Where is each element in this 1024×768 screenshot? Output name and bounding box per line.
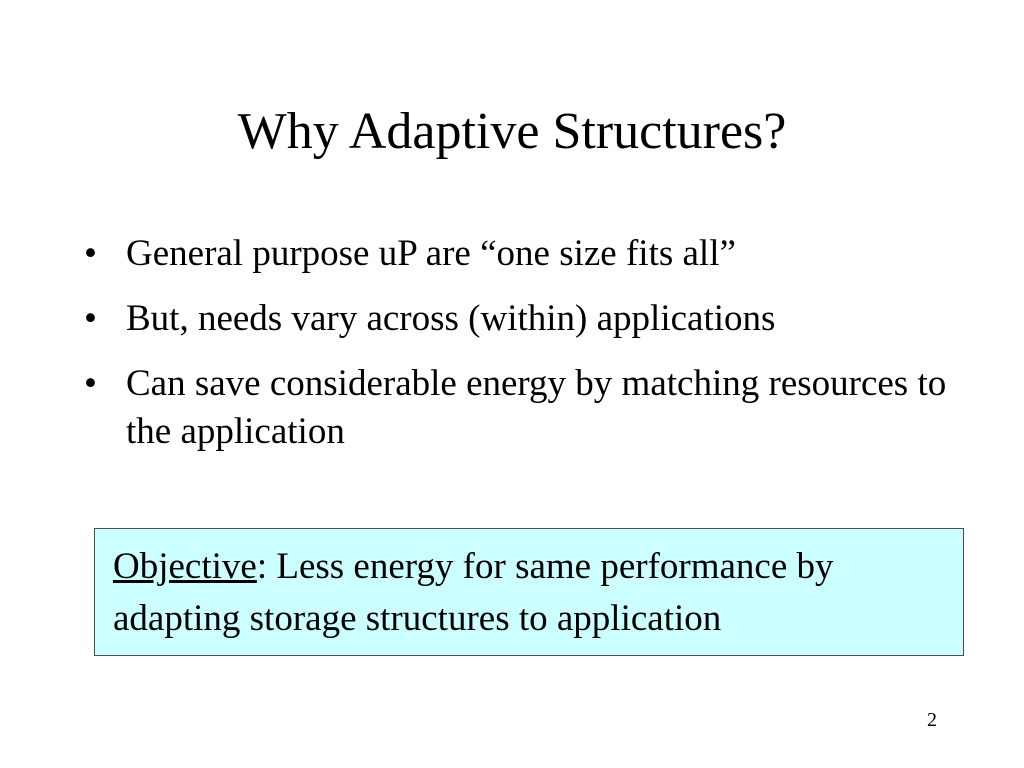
bullet-text: Can save considerable energy by matching resources to the application <box>126 363 947 452</box>
bullet-text: But, needs vary across (within) applications <box>126 298 776 339</box>
objective-separator: : <box>256 546 268 587</box>
bullet-icon: • <box>84 298 97 339</box>
bullet-item-general-purpose <box>84 230 984 278</box>
bullet-item-needs-vary <box>84 295 984 343</box>
bullet-list <box>84 230 984 473</box>
objective-box <box>94 528 964 656</box>
objective-text: Less energy for same performance by adapting storage structures to application <box>113 546 834 639</box>
bullet-item-save-energy <box>84 360 984 456</box>
bullet-icon: • <box>84 363 97 404</box>
objective-label: Objective <box>113 546 257 587</box>
bullet-text: General purpose uP are “one size fits all” <box>126 233 736 274</box>
slide-title: Why Adaptive Structures? <box>237 103 787 160</box>
bullet-icon: • <box>84 233 97 274</box>
page-number: 2 <box>927 709 937 731</box>
